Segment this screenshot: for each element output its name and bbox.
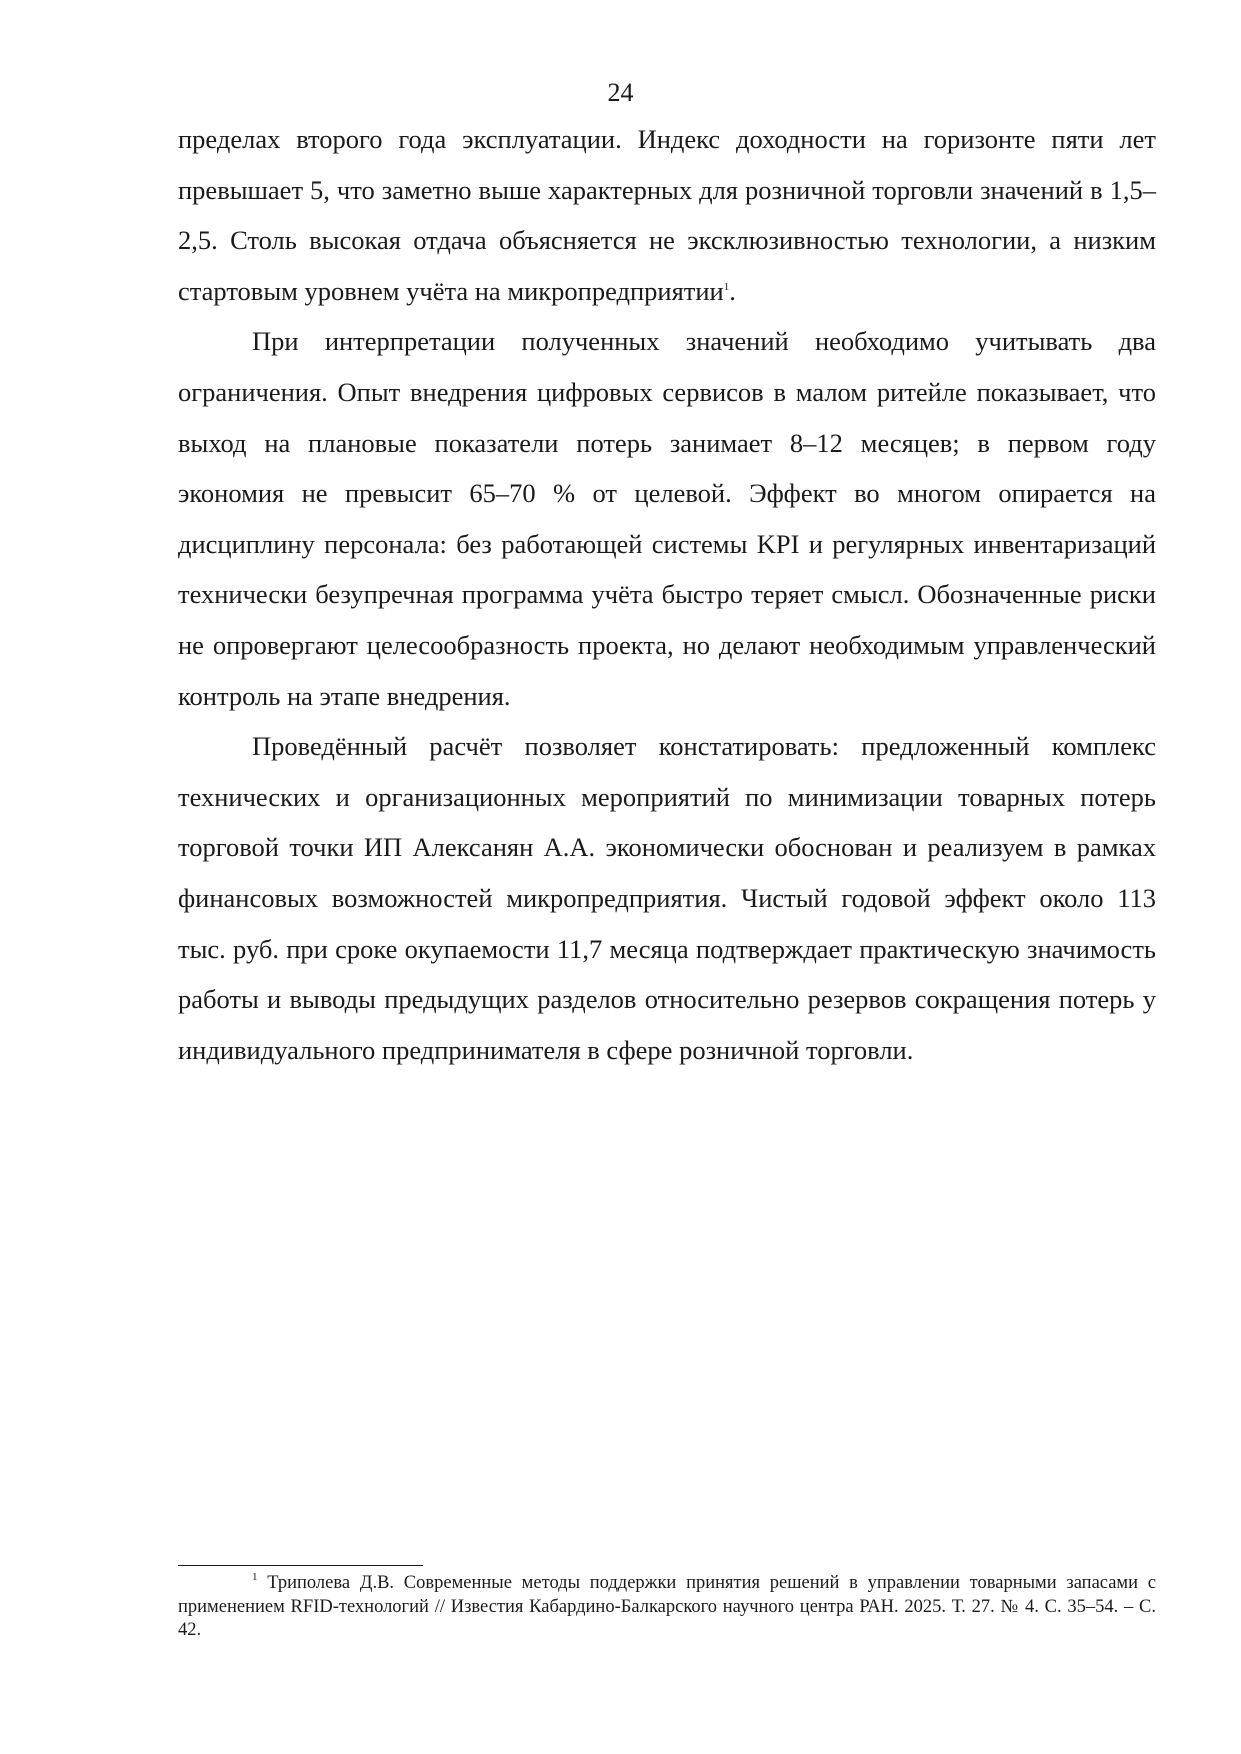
paragraph: Проведённый расчёт позволяет констатировать: предложенный комплекс технических и организационных мероприятий по минимизации товарных потерь торговой точки ИП Алексанян А.А. экономически обоснован и реализуем в рамках финансовых возможностей микропредприятия. Чистый годовой эффект около 113 тыс. руб. при сроке окупаемости 11,7 месяца подтверждает практическую значимость работы и выводы предыдущих разделов относительно резервов сокращения потерь у индивидуального предпринимателя в сфере розничной торговли. xyxy=(178,731,1156,1065)
page-number: 24 xyxy=(607,78,634,107)
footnote-text: Триполева Д.В. Современные методы поддержки принятия решений в управлении товарными запасами с применением RFID-технологий // Известия Кабардино-Балкарского научного центра РАН. 2025. Т. 27. № 4. С. 35–54. – С. 42. xyxy=(178,1573,1157,1640)
paragraph-continued xyxy=(178,114,1156,316)
paragraph-text-end: . xyxy=(729,275,736,306)
footnote-marker: 1 xyxy=(252,1571,258,1583)
paragraph-text: пределах второго года эксплуатации. Индекс доходности на горизонте пяти лет превышает 5, что заметно выше характерных для розничной торговли значений в 1,5–2,5. Столь высокая отдача объясняется не эксклюзивностью технологии, а низким стартовым уровнем учёта на микропредприятии xyxy=(178,124,1156,306)
footnote xyxy=(178,1572,1156,1643)
footnote-separator xyxy=(178,1565,423,1566)
paragraph: При интерпретации полученных значений необходимо учитывать два ограничения. Опыт внедрения цифровых сервисов в малом ритейле показывает, что выход на плановые показатели потерь занимает 8–12 месяцев; в первом году экономия не превысит 65–70 % от целевой. Эффект во многом опирается на дисциплину персонала: без работающей системы KPI и регулярных инвентаризаций технически безупречная программа учёта быстро теряет смысл. Обозначенные риски не опровергают целесообразность проекта, но делают необходимым управленческий контроль на этапе внедрения. xyxy=(178,326,1156,711)
footnote-entry xyxy=(178,1572,1156,1643)
footnote-reference[interactable]: 1 xyxy=(723,280,730,293)
body-text xyxy=(178,114,1156,1075)
